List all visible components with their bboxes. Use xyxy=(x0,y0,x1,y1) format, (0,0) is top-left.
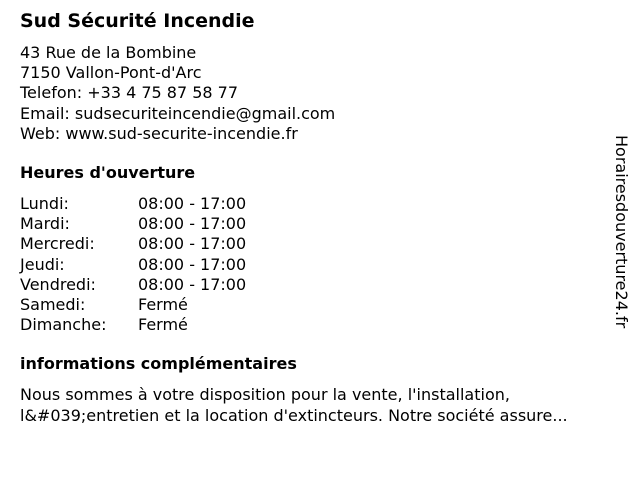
day-label: Jeudi: xyxy=(20,254,65,274)
hours-row-saturday xyxy=(20,295,246,315)
phone-line: Telefon: +33 4 75 87 58 77 xyxy=(20,83,239,103)
day-hours: 08:00 - 17:00 xyxy=(138,234,247,254)
hours-row-wednesday xyxy=(20,234,246,254)
hours-row-tuesday xyxy=(20,214,246,234)
day-hours: Fermé xyxy=(138,315,188,335)
hours-row-friday xyxy=(20,275,246,295)
day-hours: 08:00 - 17:00 xyxy=(138,214,247,234)
address-line-1: 43 Rue de la Bombine xyxy=(20,43,197,62)
day-label: Mercredi: xyxy=(20,234,95,254)
web-line: Web: www.sud-securite-incendie.fr xyxy=(20,123,298,143)
day-label: Samedi: xyxy=(20,295,86,315)
business-name: Sud Sécurité Incendie xyxy=(20,10,255,32)
day-label: Mardi: xyxy=(20,214,70,234)
hours-row-thursday xyxy=(20,255,246,275)
day-hours: 08:00 - 17:00 xyxy=(138,194,247,213)
opening-hours-table xyxy=(20,194,246,335)
day-hours: 08:00 - 17:00 xyxy=(138,274,247,294)
additional-info-heading: informations complémentaires xyxy=(20,354,297,373)
additional-info-text: Nous sommes à votre disposition pour la vente, l'installation, l&#039;entretien et la location d'extincteurs. Notre société assure... xyxy=(20,385,568,425)
hours-row-monday xyxy=(20,194,246,214)
day-label: Lundi: xyxy=(20,194,69,213)
contact-block xyxy=(20,43,335,144)
opening-hours-heading: Heures d'ouverture xyxy=(20,163,196,182)
day-hours: Fermé xyxy=(138,295,188,315)
hours-row-sunday xyxy=(20,315,246,335)
day-hours: 08:00 - 17:00 xyxy=(138,254,247,274)
email-line: Email: sudsecuriteincendie@gmail.com xyxy=(20,103,336,123)
day-label: Vendredi: xyxy=(20,274,96,294)
site-brand-vertical: Horairesdouverture24.fr xyxy=(612,135,631,329)
address-line-2: 7150 Vallon-Pont-d'Arc xyxy=(20,63,202,83)
day-label: Dimanche: xyxy=(20,315,107,335)
